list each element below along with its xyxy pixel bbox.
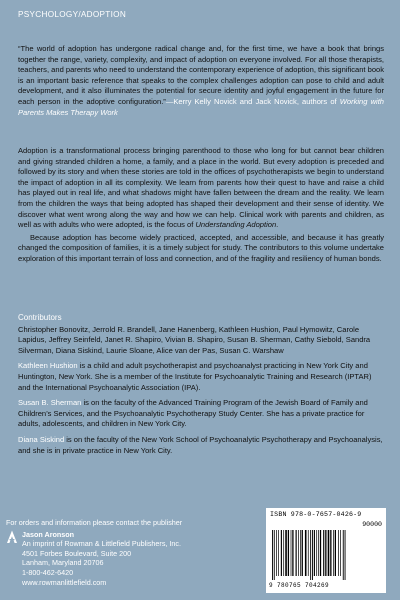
editor-name: Diana Siskind [18, 434, 65, 444]
description [18, 146, 384, 265]
contributors-section [18, 313, 384, 456]
isbn-label: ISBN 978-0-7657-0426-9 [270, 511, 362, 518]
publisher-imprint: An imprint of Rowman & Littlefield Publishers, Inc. [22, 539, 181, 549]
publisher-address [22, 530, 181, 588]
endorsement-blurb [18, 44, 384, 118]
publisher-name: Jason Aronson [22, 529, 75, 539]
attribution-and: and [236, 96, 256, 106]
editor-bio [18, 361, 384, 393]
editor-bio [18, 398, 384, 430]
publisher-phone: 1-800-462-6420 [22, 567, 74, 577]
publisher-contact [6, 518, 236, 587]
barcode-digits: 9 780765 704269 [269, 582, 330, 589]
contributors-heading: Contributors [18, 313, 62, 322]
endorser-name-1: Kerry Kelly Novick [173, 96, 237, 106]
description-paragraph-1 [18, 146, 384, 231]
publisher-block [6, 530, 236, 588]
publisher-website: www.rowmanlittlefield.com [22, 577, 107, 587]
barcode-bars [270, 530, 382, 580]
editor-bio [18, 435, 384, 456]
description-p1-text: Adoption is a transformational process bringing parenthood to those who long for but cannot bear children and giving stranded children a home, a family, and a place in the world. But every adoption is preceded and followed by its story and when these stories are told in the offices of psychotherapists we begin to understand the impact of adoption in all its complexity. We learn from parents how their quest to have and raise a child has played out in real life, and what shadows might have fallen between the dream and the reality. We learn from the children the ways that being adopted has shaped their development and their sense of identity. We discover what went wrong along the way and how we can help. Clinical work with parents and children, as well as with adults who were adopted, is the focus of [18, 146, 384, 230]
order-info-lead: For orders and information please contact the publisher [6, 518, 183, 527]
price-code: 90000 [362, 521, 382, 528]
jason-aronson-logo-icon [6, 530, 18, 544]
book-title-inline: Understanding Adoption [195, 220, 277, 230]
endorser-name-2: Jack Novick [255, 96, 297, 106]
editor-bio-text: is a child and adult psychotherapist and psychoanalyst practicing in New York City and Huntington, New York. She is a member of the Institute for Psychoanalytic Training and Research (IPTAR) and the International Psychoanalytic Association (IPA). [18, 361, 372, 392]
isbn-barcode [266, 508, 386, 593]
description-p1-end: . [276, 220, 279, 230]
endorser-book-title: Working with Parents Makes Therapy Work [18, 96, 384, 117]
publisher-city: Lanham, Maryland 20706 [22, 558, 104, 568]
editor-bio-text: is on the faculty of the New York School of Psychoanalytic Psychotherapy and Psychoanalysis, and she is in private practice in New York City. [18, 434, 383, 455]
attribution-dash: — [165, 96, 174, 106]
description-paragraph-2: Because adoption has become widely practiced, accepted, and accessible, and because it has greatly changed the composition of families, it is a timely subject for study. The contributors to this volume undertake exploration of this important terrain of loss and connection, and of the fragility and resiliency of human bonds. [18, 232, 384, 263]
publisher-street: 4501 Forbes Boulevard, Suite 200 [22, 548, 132, 558]
contributors-list: Christopher Bonovitz, Jerrold R. Brandell, Jane Hanenberg, Kathleen Hushion, Paul Hymowitz, Carole Lapidus, Jeffrey Seinfeld, Janet R. Shapiro, Vivian B. Shapiro, Susan B. Sherman, Cathy Siebold, Sandra Silverman, Diana Siskind, Laurie Sloane, Alice van der Pas, Susan C. Warshaw [18, 324, 371, 355]
category-label: PSYCHOLOGY/ADOPTION [18, 10, 127, 19]
endorsement-quote: “The world of adoption has undergone radical change and, for the first time, we have a book that brings together the range, variety, complexity, and impact of adoption on everyone involved. For all those therapists, teachers, and parents who need to understand the contemporary experience of adoption, this significant book is an important basic reference that speaks to the complex challenges adoption can pose to child and adult development, and it also illuminates the potential for secure identity and joyful engagement in the future for each person in the adoptive configuration.” [18, 44, 384, 106]
editor-bio-text: is on the faculty of the Advanced Training Program of the Jewish Board of Family and Children’s Services, and the Psychoanalytic Psychotherapy Study Center. She has a private practice for adults, adolescents, and children in New York City. [18, 398, 368, 429]
editor-name: Kathleen Hushion [18, 361, 78, 371]
attribution-authors-of: , authors of [296, 96, 340, 106]
editor-name: Susan B. Sherman [18, 398, 82, 408]
